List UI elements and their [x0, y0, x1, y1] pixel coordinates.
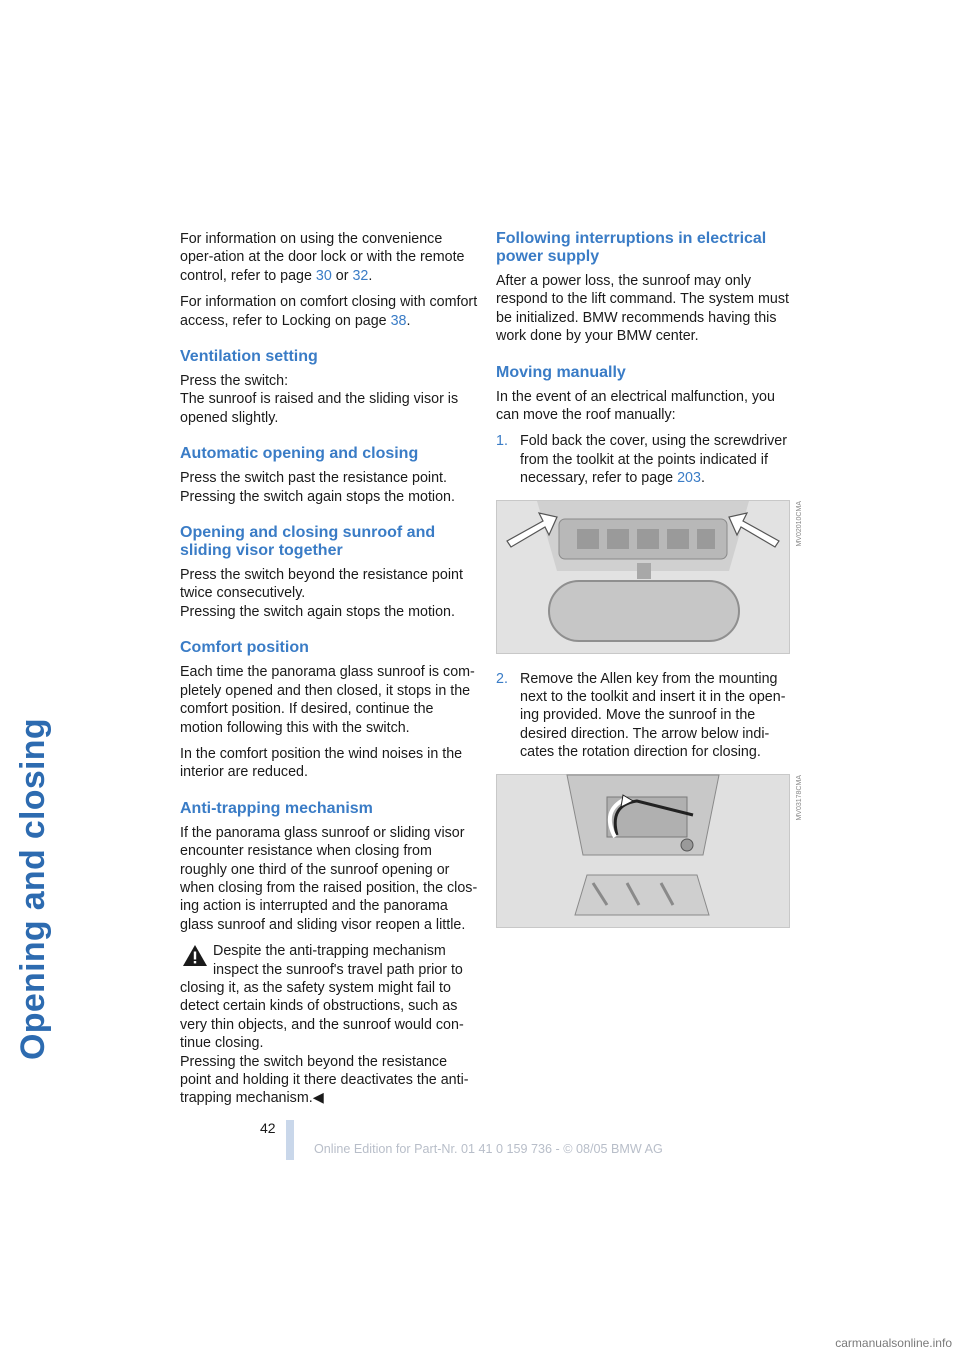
right-column — [496, 230, 803, 944]
page-link-32[interactable]: 32 — [352, 267, 369, 284]
intro-paragraph-2: For information on comfort closing with comfort access, refer to Locking on page 38. — [180, 294, 478, 329]
end-mark-icon: ◀ — [312, 1090, 324, 1107]
heading-ventilation: Ventilation setting — [180, 348, 318, 366]
interruptions-text: After a power loss, the sunroof may only respond to the lift command. The system must be initialized. BMW recommends having this work done by your BMW center. — [496, 273, 789, 345]
antitrap-text: If the panorama glass sunroof or sliding visor encounter resistance when closing from roughly one third of the sunroof opening or when closing from the raised position, the clos-ing action is interrupted and the panorama glass sunroof and sliding visor reopen a little. — [180, 824, 478, 933]
figure-cover-points — [496, 500, 803, 654]
automatic-text: Press the switch past the resistance point. Pressing the switch again stops the motion. — [180, 470, 455, 505]
heading-comfort: Comfort position — [180, 639, 309, 657]
heading-interruptions: Following interruptions in electrical power supply — [496, 230, 767, 265]
comfort-text-2: In the comfort position the wind noises in the interior are reduced. — [180, 745, 463, 781]
manual-text: In the event of an electrical malfunction, you can move the roof manually: — [496, 388, 775, 424]
comfort-text-1: Each time the panorama glass sunroof is com-pletely opened and then closed, it stops in the comfort position. If desired, continue the motion following this with the switch. — [180, 664, 475, 736]
page-link-30[interactable]: 30 — [315, 267, 332, 284]
step-1-text: Fold back the cover, using the screwdriver from the toolkit at the points indicated if necessary, refer to page 203. — [520, 433, 787, 487]
side-section-title — [14, 230, 54, 1060]
cover-illustration — [497, 501, 789, 653]
page-link-38[interactable]: 38 — [390, 312, 407, 329]
allen-key-illustration — [497, 775, 789, 927]
step-2 — [496, 670, 792, 762]
ventilation-text: Press the switch: The sunroof is raised and the sliding visor is opened slightly. — [180, 373, 459, 426]
footer-accent-bar — [286, 1120, 294, 1160]
page-number: 42 — [260, 1120, 276, 1136]
heading-manual: Moving manually — [496, 363, 626, 381]
intro-paragraph-1: For information on using the convenience oper-ation at the door lock or with the remote control, refer to page 30 or 32. — [180, 231, 465, 284]
step-2-text: Remove the Allen key from the mounting next to the toolkit and insert it in the open-ing provided. Move the sunroof in the desired direction. The arrow below indi-cates the rotation direction for closing. — [520, 670, 786, 761]
heading-antitrap: Anti-trapping mechanism — [180, 799, 373, 817]
warning-first-lines: Despite the anti-trapping mechanism inspect the sunroof's travel path prior to — [213, 943, 463, 978]
step-1 — [496, 432, 792, 487]
step-2-number: 2. — [496, 670, 508, 687]
warning-note — [180, 942, 478, 1108]
figure-1-code: MV02010CMA — [796, 500, 803, 547]
step-1-number: 1. — [496, 433, 508, 450]
footer-edition-text: Online Edition for Part-Nr. 01 41 0 159 736 - © 08/05 BMW AG — [314, 1142, 663, 1156]
figure-allen-key — [496, 774, 803, 928]
watermark-text: carmanualsonline.info — [835, 1336, 952, 1350]
together-text: Press the switch beyond the resistance point twice consecutively. Pressing the switch again stops the motion. — [180, 567, 463, 620]
warning-last: Pressing the switch beyond the resistance point and holding it there deactivates the anti-trapping mechanism. — [180, 1053, 469, 1107]
warning-icon — [182, 944, 208, 967]
page-link-203[interactable]: 203 — [677, 470, 701, 487]
heading-together: Opening and closing sunroof and sliding visor together — [180, 524, 436, 560]
warning-rest: closing it, as the safety system might fail to detect certain kinds of obstructions, such as very thin objects, and the sunroof would con-tinue closing. — [180, 979, 464, 1052]
heading-automatic: Automatic opening and closing — [180, 445, 419, 463]
side-title-text: Opening and closing — [14, 718, 52, 1060]
left-column — [180, 230, 478, 1108]
figure-2-code: MV03178CMA — [796, 774, 803, 821]
